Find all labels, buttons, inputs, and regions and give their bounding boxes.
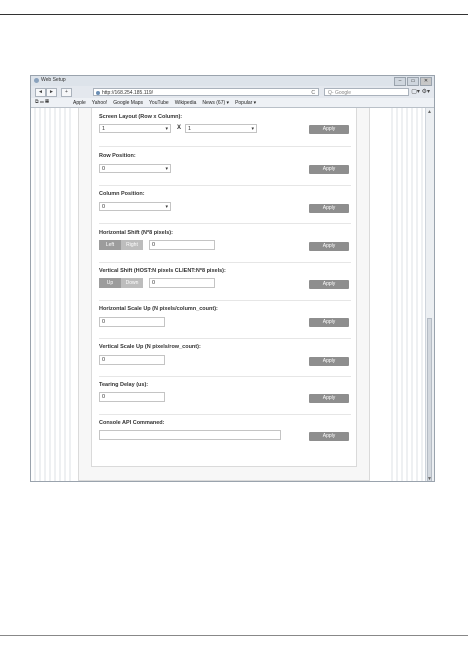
bookmark-apple[interactable]: Apple: [73, 100, 86, 106]
browser-window: [30, 75, 435, 482]
bookmark-items: [73, 100, 256, 106]
settings-form: [91, 108, 357, 467]
shift-up-button[interactable]: Up: [99, 278, 121, 288]
apply-button[interactable]: Apply: [309, 280, 349, 289]
page-menu-icons[interactable]: ▢▾ ⚙▾: [411, 89, 430, 95]
back-button[interactable]: ◄: [35, 88, 46, 97]
bookmark-news[interactable]: News (67) ▾: [202, 100, 230, 106]
column-position-select[interactable]: [99, 202, 171, 211]
scroll-down-icon[interactable]: ▼: [427, 476, 432, 482]
bookmarks-bar: [31, 98, 434, 108]
page-top-rule: [0, 14, 468, 15]
vertical-shift-section: [99, 268, 351, 301]
vertical-shift-label: Vertical Shift (HOST:N pixels CLIENT:N*8 pixels):: [99, 268, 226, 274]
horizontal-scale-label: Horizontal Scale Up (N pixels/column_count):: [99, 306, 218, 312]
add-bookmark-button[interactable]: +: [61, 88, 72, 97]
reload-icon[interactable]: C: [311, 90, 315, 96]
url-text: http://168.254.185.119/: [102, 90, 154, 96]
window-icon: [34, 78, 39, 83]
horizontal-shift-section: [99, 230, 351, 263]
vertical-shift-input[interactable]: 0: [149, 278, 215, 288]
horizontal-shift-input[interactable]: 0: [149, 240, 215, 250]
globe-icon: [96, 91, 100, 95]
chevron-down-icon: ▾: [165, 204, 168, 210]
vertical-scale-label: Vertical Scale Up (N pixels/row_count):: [99, 344, 201, 350]
vertical-scale-section: [99, 344, 351, 377]
shift-right-button[interactable]: Right: [121, 240, 143, 250]
settings-panel: [78, 108, 370, 481]
screen-layout-section: [99, 114, 351, 147]
horizontal-shift-label: Horizontal Shift (N*8 pixels):: [99, 230, 173, 236]
column-position-label: Column Position:: [99, 191, 145, 197]
rows-value: 1: [102, 126, 106, 132]
bookmark-yahoo[interactable]: Yahoo!: [91, 100, 108, 106]
tearing-delay-section: [99, 382, 351, 415]
tearing-delay-input[interactable]: 0: [99, 392, 165, 402]
screen-layout-label: Screen Layout (Row x Column):: [99, 114, 183, 120]
horizontal-shift-buttons: [99, 240, 143, 250]
row-position-value: 0: [102, 166, 106, 172]
apply-button[interactable]: Apply: [309, 357, 349, 366]
vertical-shift-buttons: [99, 278, 143, 288]
console-api-label: Console API Commaned:: [99, 420, 165, 426]
horizontal-scale-input[interactable]: 0: [99, 317, 165, 327]
console-api-input[interactable]: [99, 430, 281, 440]
screen-layout-rows-select[interactable]: [99, 124, 171, 133]
apply-button[interactable]: Apply: [309, 394, 349, 403]
apply-button[interactable]: Apply: [309, 125, 349, 134]
bookmark-popular[interactable]: Popular ▾: [235, 100, 257, 106]
chevron-down-icon: ▾: [165, 126, 168, 132]
scrollbar-thumb[interactable]: [427, 318, 432, 482]
page-bottom-rule: [0, 635, 468, 636]
console-api-section: [99, 420, 351, 452]
navigation-bar: [31, 86, 434, 98]
times-separator: X: [177, 125, 182, 131]
maximize-button[interactable]: ▭: [407, 77, 419, 86]
row-position-select[interactable]: [99, 164, 171, 173]
screen-layout-cols-select[interactable]: [185, 124, 257, 133]
cols-value: 1: [188, 126, 192, 132]
page-content: [31, 108, 428, 482]
shift-down-button[interactable]: Down: [121, 278, 143, 288]
vertical-scrollbar[interactable]: [425, 108, 434, 482]
shift-left-button[interactable]: Left: [99, 240, 121, 250]
apply-button[interactable]: Apply: [309, 318, 349, 327]
scroll-up-icon[interactable]: ▲: [427, 109, 432, 115]
apply-button[interactable]: Apply: [309, 204, 349, 213]
bookmark-bar-icons[interactable]: ⧉ ▭ ▦: [35, 99, 49, 105]
chevron-down-icon: ▾: [251, 126, 254, 132]
url-field[interactable]: [93, 88, 319, 96]
bookmark-wikipedia[interactable]: Wikipedia: [174, 100, 197, 106]
column-position-value: 0: [102, 204, 106, 210]
window-title: Web Setup: [41, 77, 66, 83]
column-position-section: [99, 191, 351, 224]
apply-button[interactable]: Apply: [309, 432, 349, 441]
bookmark-youtube[interactable]: YouTube: [149, 100, 169, 106]
window-controls: [394, 77, 432, 86]
forward-button[interactable]: ►: [46, 88, 57, 97]
row-position-label: Row Position:: [99, 153, 136, 159]
apply-button[interactable]: Apply: [309, 242, 349, 251]
horizontal-scale-section: [99, 306, 351, 339]
vertical-scale-input[interactable]: 0: [99, 355, 165, 365]
title-bar: [31, 76, 434, 86]
background-pattern-left: [31, 108, 71, 482]
chevron-down-icon: ▾: [165, 166, 168, 172]
close-button[interactable]: ✕: [420, 77, 432, 86]
apply-button[interactable]: Apply: [309, 165, 349, 174]
bookmark-google-maps[interactable]: Google Maps: [113, 100, 144, 106]
background-pattern-right: [388, 108, 428, 482]
row-position-section: [99, 153, 351, 186]
search-field[interactable]: Q- Google: [324, 88, 409, 96]
minimize-button[interactable]: –: [394, 77, 406, 86]
tearing-delay-label: Tearing Delay (us):: [99, 382, 149, 388]
